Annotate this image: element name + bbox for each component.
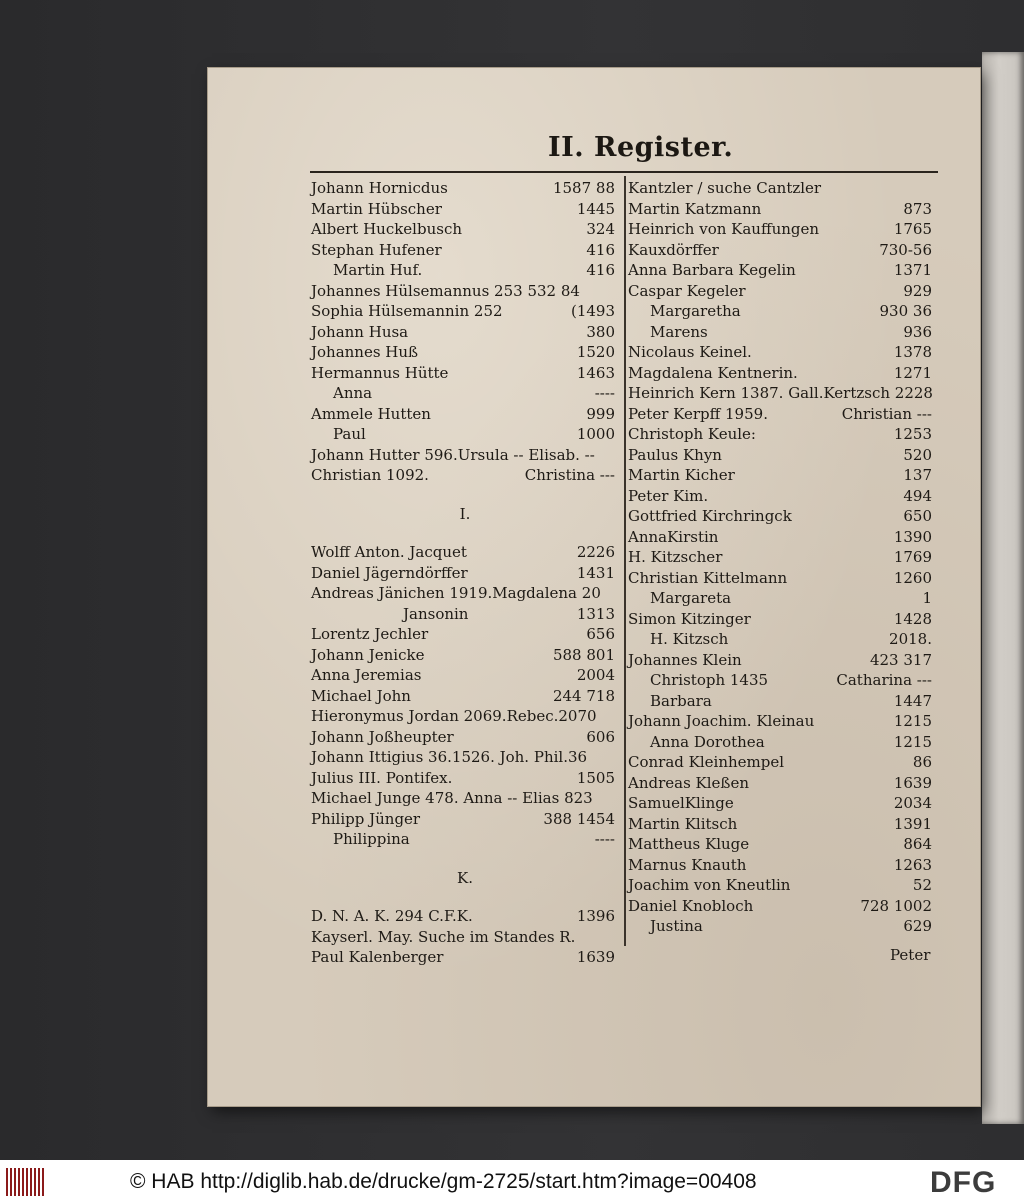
entry-name: Heinrich von Kauffungen bbox=[628, 220, 820, 238]
entry-name: Marens bbox=[650, 322, 708, 341]
entry-name: Albert Huckelbusch bbox=[311, 220, 463, 238]
entry-name: Nicolaus Keinel. bbox=[628, 343, 752, 361]
entry-page: 656 bbox=[586, 625, 615, 643]
entry-name: Caspar Kegeler bbox=[628, 281, 746, 300]
entry-name: Christoph 1435 bbox=[650, 671, 769, 689]
register-entry bbox=[628, 568, 936, 589]
entry-name: Johann Hutter 596.Ursula -- Elisab. -- bbox=[311, 445, 595, 464]
entry-name: Joachim von Kneutlin bbox=[628, 876, 791, 894]
entry-page: 2034 bbox=[893, 794, 932, 812]
entry-page: 1765 bbox=[893, 220, 932, 238]
entry-page: 1215 bbox=[893, 712, 932, 730]
register-entry bbox=[628, 465, 936, 486]
register-entry bbox=[628, 752, 936, 773]
register-entry bbox=[628, 219, 936, 240]
register-entry bbox=[311, 260, 619, 281]
register-entry bbox=[311, 178, 619, 199]
register-entry bbox=[628, 363, 936, 384]
register-entry bbox=[628, 691, 936, 712]
entry-name: Hieronymus Jordan 2069.Rebec.2070 bbox=[311, 707, 597, 725]
entry-name: Kauxdörffer bbox=[628, 240, 719, 259]
entry-name: Anna bbox=[333, 384, 373, 402]
register-entry bbox=[628, 342, 936, 363]
entry-page: 730-56 bbox=[879, 240, 932, 259]
register-entry bbox=[628, 875, 936, 896]
register-entry bbox=[311, 665, 619, 686]
entry-page: 2018. bbox=[889, 630, 932, 648]
entry-page: 929 bbox=[903, 281, 932, 300]
register-entry bbox=[311, 363, 619, 384]
entry-page: 873 bbox=[903, 199, 932, 218]
entry-page: 1263 bbox=[893, 855, 932, 874]
register-entry bbox=[311, 624, 619, 645]
entry-page: Christian --- bbox=[841, 404, 932, 423]
entry-name: Johann Ittigius 36.1526. Joh. Phil.36 bbox=[311, 748, 588, 766]
section-spacer bbox=[311, 850, 619, 868]
register-entry bbox=[628, 178, 936, 199]
register-entry bbox=[311, 342, 619, 363]
register-entry bbox=[311, 301, 619, 322]
entry-page: 423 317 bbox=[869, 650, 932, 669]
entry-name: Magdalena Kentnerin. bbox=[628, 363, 798, 382]
entry-name: D. N. A. K. 294 C.F.K. bbox=[311, 907, 473, 925]
entry-page: 1445 bbox=[576, 199, 615, 218]
entry-name: Peter Kim. bbox=[628, 486, 709, 505]
register-entry bbox=[628, 486, 936, 507]
register-entry bbox=[311, 445, 619, 466]
entry-page: 1000 bbox=[576, 425, 615, 443]
entry-name: Paulus Khyn bbox=[628, 445, 722, 464]
entry-page: 52 bbox=[912, 876, 932, 894]
entry-page: 1378 bbox=[893, 343, 932, 361]
section-heading bbox=[311, 868, 619, 889]
footer-copyright: © HAB http://diglib.hab.de/drucke/gm-2725/start.htm?image=00408 bbox=[130, 1170, 757, 1193]
entry-page: 1428 bbox=[893, 609, 932, 628]
entry-page: ---- bbox=[594, 830, 615, 848]
entry-page: (1493 bbox=[570, 302, 615, 320]
register-entry bbox=[311, 322, 619, 343]
register-entry bbox=[628, 281, 936, 302]
register-entry bbox=[628, 588, 936, 609]
register-entry bbox=[311, 563, 619, 584]
entry-name: Kantzler / suche Cantzler bbox=[628, 179, 822, 197]
entry-page: 520 bbox=[903, 445, 932, 464]
register-entry bbox=[311, 240, 619, 261]
register-entry bbox=[628, 916, 936, 937]
entry-name: Michael John bbox=[311, 686, 411, 705]
register-entry bbox=[311, 829, 619, 850]
register-entry bbox=[311, 947, 619, 968]
entry-page: 1371 bbox=[893, 261, 932, 279]
entry-name: Ammele Hutten bbox=[311, 404, 431, 423]
register-entry bbox=[628, 240, 936, 261]
register-entry bbox=[311, 383, 619, 404]
register-entry bbox=[311, 747, 619, 768]
entry-page: 1639 bbox=[893, 773, 932, 792]
entry-name: H. Kitzscher bbox=[628, 548, 723, 566]
register-entry bbox=[311, 706, 619, 727]
entry-name: Andreas Kleßen bbox=[628, 773, 749, 792]
entry-name: Andreas Jänichen 1919.Magdalena 20 bbox=[311, 584, 601, 602]
entry-page: ---- bbox=[594, 384, 615, 402]
section-spacer bbox=[311, 524, 619, 542]
entry-name: Lorentz Jechler bbox=[311, 625, 429, 643]
entry-name: Johannes Klein bbox=[628, 650, 742, 669]
entry-name: Marnus Knauth bbox=[628, 855, 747, 874]
register-entry bbox=[311, 583, 619, 604]
page-title: II. Register. bbox=[548, 132, 734, 163]
entry-name: Anna Jeremias bbox=[311, 666, 422, 684]
register-entry bbox=[628, 814, 936, 835]
register-entry bbox=[628, 547, 936, 568]
catchword: Peter bbox=[890, 946, 931, 964]
register-entry bbox=[628, 609, 936, 630]
entry-name: Justina bbox=[650, 917, 703, 935]
entry-page: 1520 bbox=[576, 343, 615, 361]
register-entry bbox=[311, 604, 619, 625]
entry-name: Margareta bbox=[650, 589, 732, 607]
entry-name: Kayserl. May. Suche im Standes R. bbox=[311, 927, 576, 946]
entry-page: 494 bbox=[903, 486, 932, 505]
entry-name: Christian 1092. bbox=[311, 466, 429, 484]
entry-name: Barbara bbox=[650, 691, 712, 710]
entry-name: AnnaKirstin bbox=[628, 527, 719, 546]
entry-page: 137 bbox=[903, 466, 932, 484]
barcode-icon bbox=[6, 1168, 46, 1196]
register-entry bbox=[628, 527, 936, 548]
entry-name: Michael Junge 478. Anna -- Elias 823 bbox=[311, 789, 593, 807]
register-entry bbox=[311, 686, 619, 707]
entry-page: 588 801 bbox=[552, 645, 615, 664]
entry-page: 1260 bbox=[893, 568, 932, 587]
entry-page: 1431 bbox=[576, 563, 615, 582]
entry-page: 1 bbox=[922, 589, 932, 607]
entry-name: Daniel Jägerndörffer bbox=[311, 563, 468, 582]
register-column-left bbox=[311, 178, 619, 968]
entry-name: Daniel Knobloch bbox=[628, 896, 754, 915]
register-entry bbox=[628, 732, 936, 753]
entry-name: Martin Katzmann bbox=[628, 199, 762, 218]
register-entry bbox=[628, 896, 936, 917]
register-entry bbox=[628, 834, 936, 855]
entry-name: Paul bbox=[333, 425, 366, 443]
entry-page: 1253 bbox=[893, 425, 932, 443]
register-entry bbox=[311, 768, 619, 789]
entry-name: Johann Jenicke bbox=[311, 645, 425, 664]
entry-page: 416 bbox=[586, 261, 615, 279]
entry-page: 1769 bbox=[893, 548, 932, 566]
entry-page: 930 36 bbox=[879, 302, 932, 320]
entry-name: Martin Kicher bbox=[628, 466, 735, 484]
entry-page: 380 bbox=[586, 322, 615, 341]
entry-name: Wolff Anton. Jacquet bbox=[311, 543, 467, 561]
entry-name: SamuelKlinge bbox=[628, 794, 734, 812]
entry-name: Johannes Huß bbox=[311, 343, 419, 361]
dfg-logo: DFG bbox=[930, 1166, 997, 1199]
register-entry bbox=[311, 645, 619, 666]
register-entry bbox=[311, 424, 619, 445]
entry-name: Anna Barbara Kegelin bbox=[628, 261, 796, 279]
entry-name: Philippina bbox=[333, 830, 410, 848]
entry-name: Paul Kalenberger bbox=[311, 948, 444, 966]
register-entry bbox=[628, 855, 936, 876]
entry-name: Martin Klitsch bbox=[628, 814, 738, 833]
column-divider bbox=[624, 176, 626, 946]
entry-name: Anna Dorothea bbox=[650, 732, 765, 751]
register-entry bbox=[628, 260, 936, 281]
section-spacer bbox=[311, 888, 619, 906]
register-entry bbox=[628, 773, 936, 794]
entry-name: Sophia Hülsemannin 252 bbox=[311, 302, 503, 320]
section-heading bbox=[311, 504, 619, 525]
entry-page: 244 718 bbox=[552, 686, 615, 705]
entry-name: Johann Joßheupter bbox=[311, 727, 454, 746]
entry-page: 324 bbox=[586, 220, 615, 238]
entry-name: Johann Husa bbox=[311, 322, 409, 341]
register-entry bbox=[628, 404, 936, 425]
entry-page: 1391 bbox=[893, 814, 932, 833]
footer-bar bbox=[0, 1160, 1024, 1204]
entry-name: Stephan Hufener bbox=[311, 240, 442, 259]
entry-page: 1390 bbox=[893, 527, 932, 546]
entry-name: Martin Huf. bbox=[333, 261, 423, 279]
register-entry bbox=[628, 424, 936, 445]
register-entry bbox=[311, 281, 619, 302]
register-entry bbox=[628, 445, 936, 466]
entry-page: 86 bbox=[912, 753, 932, 771]
entry-page: 1505 bbox=[576, 768, 615, 787]
entry-name: Heinrich Kern 1387. Gall.Kertzsch 2228 bbox=[628, 384, 933, 402]
register-entry bbox=[311, 465, 619, 486]
entry-name: Julius III. Pontifex. bbox=[311, 768, 453, 787]
register-column-right bbox=[628, 178, 936, 937]
register-entry bbox=[628, 506, 936, 527]
register-entry bbox=[628, 629, 936, 650]
register-entry bbox=[628, 301, 936, 322]
register-entry bbox=[628, 670, 936, 691]
entry-page: 864 bbox=[903, 835, 932, 853]
entry-name: Mattheus Kluge bbox=[628, 835, 750, 853]
entry-name: Peter Kerpff 1959. bbox=[628, 404, 768, 423]
entry-page: 2226 bbox=[576, 543, 615, 561]
register-entry bbox=[628, 711, 936, 732]
entry-name: Martin Hübscher bbox=[311, 199, 442, 218]
register-entry bbox=[628, 199, 936, 220]
entry-page: 629 bbox=[903, 917, 932, 935]
entry-page: 1396 bbox=[576, 907, 615, 925]
entry-page: Catharina --- bbox=[836, 671, 932, 689]
entry-page: 606 bbox=[586, 727, 615, 746]
next-page-edge bbox=[982, 52, 1024, 1124]
entry-name: Christoph Keule: bbox=[628, 425, 756, 443]
register-entry bbox=[311, 727, 619, 748]
entry-page: 650 bbox=[903, 507, 932, 525]
register-entry bbox=[628, 322, 936, 343]
entry-name: Conrad Kleinhempel bbox=[628, 753, 785, 771]
entry-page: 1215 bbox=[893, 732, 932, 751]
entry-page: 416 bbox=[586, 240, 615, 259]
entry-page: 1447 bbox=[893, 691, 932, 710]
entry-page: 728 1002 bbox=[860, 896, 932, 915]
entry-name: Johannes Hülsemannus 253 532 84 bbox=[311, 281, 580, 300]
entry-name: Johann Hornicdus bbox=[311, 179, 448, 197]
header-rule bbox=[310, 171, 938, 173]
entry-page: 1639 bbox=[576, 948, 615, 966]
register-entry bbox=[311, 404, 619, 425]
entry-name: Margaretha bbox=[650, 302, 741, 320]
entry-page: 1313 bbox=[576, 604, 615, 623]
entry-name: Johann Joachim. Kleinau bbox=[628, 712, 815, 730]
entry-name: Christian Kittelmann bbox=[628, 568, 788, 587]
entry-page: 999 bbox=[586, 404, 615, 423]
entry-page: 1463 bbox=[576, 363, 615, 382]
register-entry bbox=[311, 809, 619, 830]
register-entry bbox=[628, 793, 936, 814]
register-entry bbox=[628, 383, 936, 404]
entry-page: 388 1454 bbox=[543, 809, 615, 828]
section-letter: I. bbox=[459, 504, 471, 523]
entry-name: Simon Kitzinger bbox=[628, 609, 751, 628]
entry-page: Christina --- bbox=[524, 466, 615, 484]
book-page bbox=[208, 68, 980, 1106]
entry-page: 2004 bbox=[576, 666, 615, 684]
entry-page: 936 bbox=[903, 322, 932, 341]
register-entry bbox=[311, 788, 619, 809]
register-entry bbox=[311, 927, 619, 948]
entry-name: Hermannus Hütte bbox=[311, 363, 449, 382]
section-spacer bbox=[311, 486, 619, 504]
entry-page: 1587 88 bbox=[552, 179, 615, 197]
entry-name: H. Kitzsch bbox=[650, 630, 729, 648]
entry-name: Philipp Jünger bbox=[311, 809, 421, 828]
entry-name: Gottfried Kirchringck bbox=[628, 507, 792, 525]
register-entry bbox=[311, 542, 619, 563]
section-letter: K. bbox=[457, 868, 473, 887]
register-entry bbox=[311, 906, 619, 927]
register-entry bbox=[311, 219, 619, 240]
entry-name: Jansonin bbox=[403, 604, 469, 623]
register-entry bbox=[628, 650, 936, 671]
register-entry bbox=[311, 199, 619, 220]
entry-page: 1271 bbox=[893, 363, 932, 382]
